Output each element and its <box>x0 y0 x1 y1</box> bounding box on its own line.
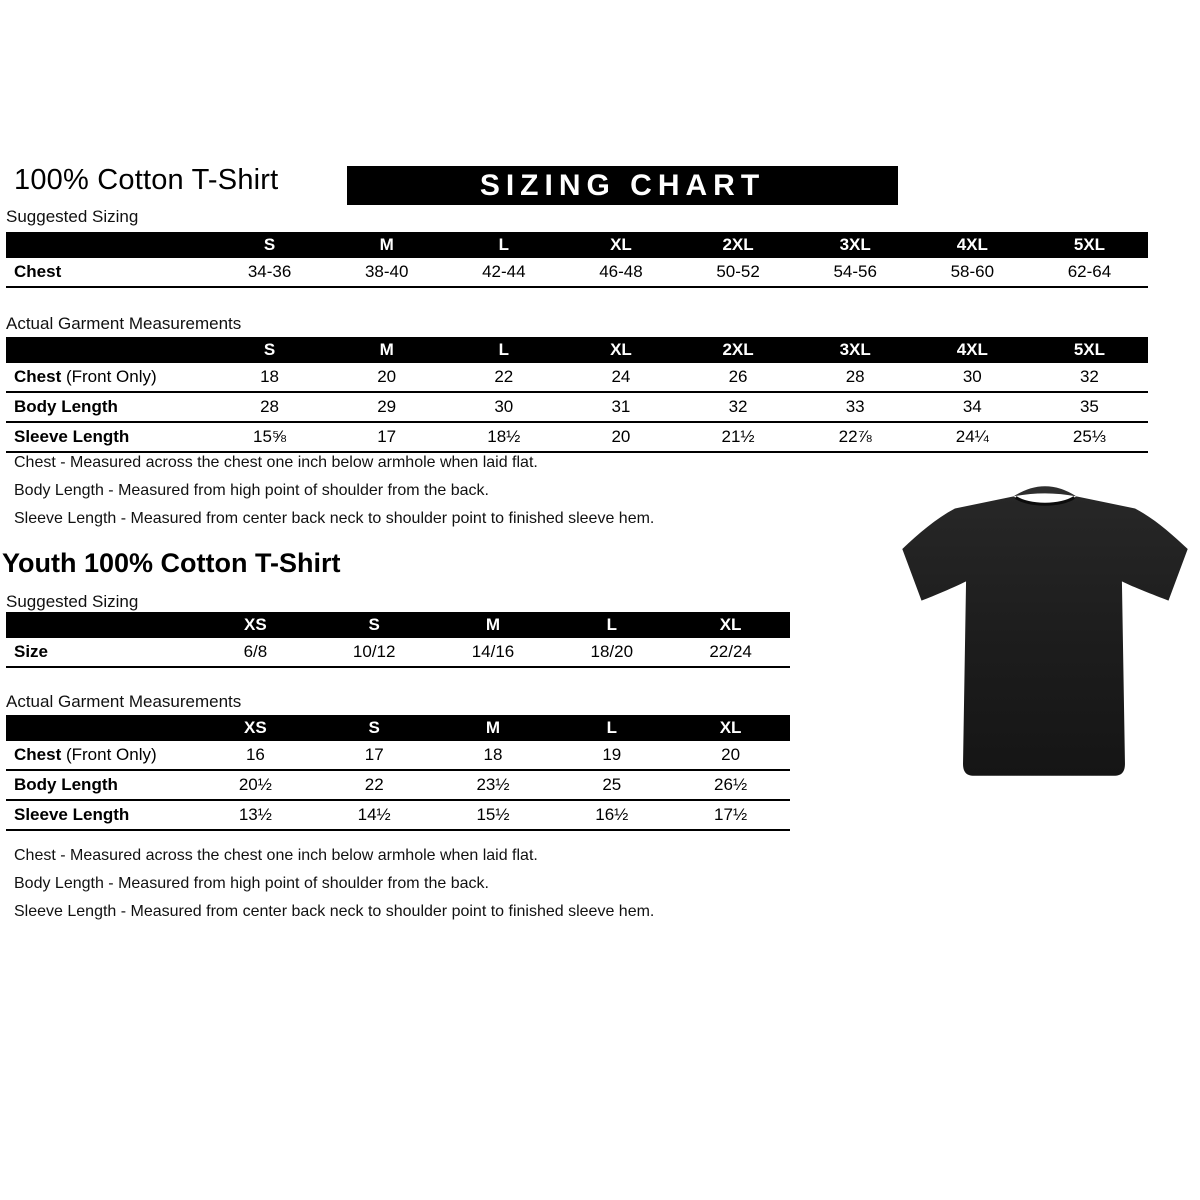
cell: 24¼ <box>955 427 989 446</box>
cell: 26½ <box>714 775 748 794</box>
table-row-chest <box>6 363 1148 393</box>
cell: 22⅞ <box>838 427 872 446</box>
cell: 16 <box>245 745 265 764</box>
cell: 21½ <box>721 427 755 446</box>
size-header-xs: XS <box>244 615 267 634</box>
youth-suggested-label: Suggested Sizing <box>6 592 139 611</box>
adult-actual-table <box>6 337 1148 453</box>
cell: 22/24 <box>709 642 752 661</box>
cell: 33 <box>845 397 865 416</box>
size-header-3xl: 3XL <box>839 340 871 359</box>
measurement-note-sleeve-length: Sleeve Length - Measured from center back neck to shoulder point to finished sleeve hem. <box>14 903 655 920</box>
cell: 17½ <box>714 805 748 824</box>
cell: 23½ <box>476 775 510 794</box>
cell: 34 <box>962 397 982 416</box>
size-header-2xl: 2XL <box>722 340 754 359</box>
cell: 10/12 <box>352 642 396 661</box>
size-header-3xl: 3XL <box>839 235 871 254</box>
cell: 31 <box>611 397 631 416</box>
size-header-l: L <box>606 615 617 634</box>
table-row-body-length <box>6 771 790 801</box>
cell: 35 <box>1079 397 1099 416</box>
cell: 29 <box>377 397 397 416</box>
size-header-5xl: 5XL <box>1073 235 1106 254</box>
size-header-l: L <box>606 718 617 737</box>
measurement-note-chest: Chest - Measured across the chest one inch below armhole when laid flat. <box>14 847 538 864</box>
row-label-suffix: (Front Only) <box>61 745 157 764</box>
cell: 20 <box>377 367 397 386</box>
size-header-xl: XL <box>719 615 742 634</box>
cell: 18 <box>483 745 503 764</box>
size-header-l: L <box>498 235 509 254</box>
adult-suggested-table <box>6 232 1148 288</box>
measurement-note-body-length: Body Length - Measured from high point of shoulder from the back. <box>14 482 489 499</box>
size-header-s: S <box>368 718 380 737</box>
cell: 38-40 <box>364 262 409 281</box>
youth-section-title: Youth 100% Cotton T-Shirt <box>2 548 341 578</box>
cell: 58-60 <box>950 262 995 281</box>
adult-measurement-notes <box>14 449 654 533</box>
row-label: Sleeve Length <box>14 427 130 446</box>
cell: 28 <box>260 397 280 416</box>
cell: 20½ <box>238 775 272 794</box>
size-header-4xl: 4XL <box>956 340 988 359</box>
adult-suggested-header-row <box>6 232 1148 258</box>
cell: 6/8 <box>243 642 268 661</box>
cell: 54-56 <box>833 262 877 281</box>
youth-actual-label: Actual Garment Measurements <box>6 692 242 711</box>
cell: 17 <box>377 427 397 446</box>
table-row <box>6 258 1148 288</box>
cell: 30 <box>494 397 514 416</box>
cell: 34-36 <box>247 262 292 281</box>
cell: 24 <box>611 367 631 386</box>
row-label: Body Length <box>14 397 118 416</box>
tshirt-body <box>902 496 1187 775</box>
row-label-suffix: (Front Only) <box>61 367 157 386</box>
youth-measurement-notes <box>14 842 654 926</box>
cell: 22 <box>364 775 384 794</box>
measurement-note-chest: Chest - Measured across the chest one inch below armhole when laid flat. <box>14 454 538 471</box>
cell: 19 <box>602 745 622 764</box>
cell: 16½ <box>595 805 629 824</box>
adult-actual-header-row <box>6 337 1148 363</box>
cell: 13½ <box>238 805 272 824</box>
cell: 25⅓ <box>1072 427 1106 446</box>
size-header-4xl: 4XL <box>956 235 988 254</box>
size-header-xl: XL <box>610 235 632 254</box>
table-row-body-length <box>6 393 1148 423</box>
size-header-s: S <box>263 235 276 254</box>
cell: 20 <box>721 745 741 764</box>
size-header-2xl: 2XL <box>722 235 754 254</box>
cell: 50-52 <box>716 262 760 281</box>
size-header-xl: XL <box>610 340 632 359</box>
cell: 26 <box>728 367 748 386</box>
cell: 22 <box>494 367 514 386</box>
row-label-main: Chest <box>14 745 62 764</box>
row-label <box>6 367 211 387</box>
cell: 62-64 <box>1067 262 1112 281</box>
sizing-chart-banner: SIZING CHART <box>347 166 898 205</box>
cell: 25 <box>602 775 622 794</box>
measurement-note-body-length: Body Length - Measured from high point of shoulder from the back. <box>14 875 489 892</box>
size-header-s: S <box>263 340 276 359</box>
cell: 46-48 <box>599 262 643 281</box>
size-header-m: M <box>379 340 394 359</box>
row-label: Body Length <box>14 775 118 794</box>
table-row-size <box>6 638 790 668</box>
size-header-s: S <box>368 615 380 634</box>
cell: 18 <box>260 367 280 386</box>
row-label <box>6 745 196 765</box>
black-tshirt-image <box>893 466 1197 800</box>
cell: 15½ <box>476 805 510 824</box>
cell: 18½ <box>487 427 521 446</box>
cell: 42-44 <box>482 262 526 281</box>
table-row-sleeve-length <box>6 801 790 831</box>
adult-suggested-label: Suggested Sizing <box>6 207 139 226</box>
youth-suggested-table <box>6 612 790 668</box>
table-row-chest <box>6 741 790 771</box>
cell: 32 <box>728 397 748 416</box>
tshirt-collar <box>1014 486 1077 496</box>
cell: 14/16 <box>471 642 515 661</box>
youth-actual-table <box>6 715 790 831</box>
measurement-note-sleeve-length: Sleeve Length - Measured from center back neck to shoulder point to finished sleeve hem. <box>14 510 655 527</box>
cell: 20 <box>611 427 631 446</box>
size-header-m: M <box>485 718 501 737</box>
row-label: Size <box>14 642 49 661</box>
cell: 28 <box>845 367 865 386</box>
row-label: Sleeve Length <box>14 805 130 824</box>
cell: 14½ <box>357 805 391 824</box>
size-header-xl: XL <box>719 718 742 737</box>
cell: 30 <box>962 367 982 386</box>
cell: 17 <box>364 745 384 764</box>
cell: 32 <box>1079 367 1099 386</box>
size-header-5xl: 5XL <box>1073 340 1106 359</box>
youth-actual-header-row <box>6 715 790 741</box>
cell: 15⅝ <box>253 427 287 446</box>
youth-suggested-header-row <box>6 612 790 638</box>
size-header-m: M <box>485 615 501 634</box>
size-header-l: L <box>498 340 509 359</box>
size-header-m: M <box>379 235 394 254</box>
cell: 18/20 <box>590 642 634 661</box>
adult-actual-label: Actual Garment Measurements <box>6 314 242 333</box>
row-label-main: Chest <box>14 367 62 386</box>
page-title: 100% Cotton T-Shirt <box>14 164 279 196</box>
size-header-xs: XS <box>244 718 267 737</box>
row-label: Chest <box>14 262 62 281</box>
